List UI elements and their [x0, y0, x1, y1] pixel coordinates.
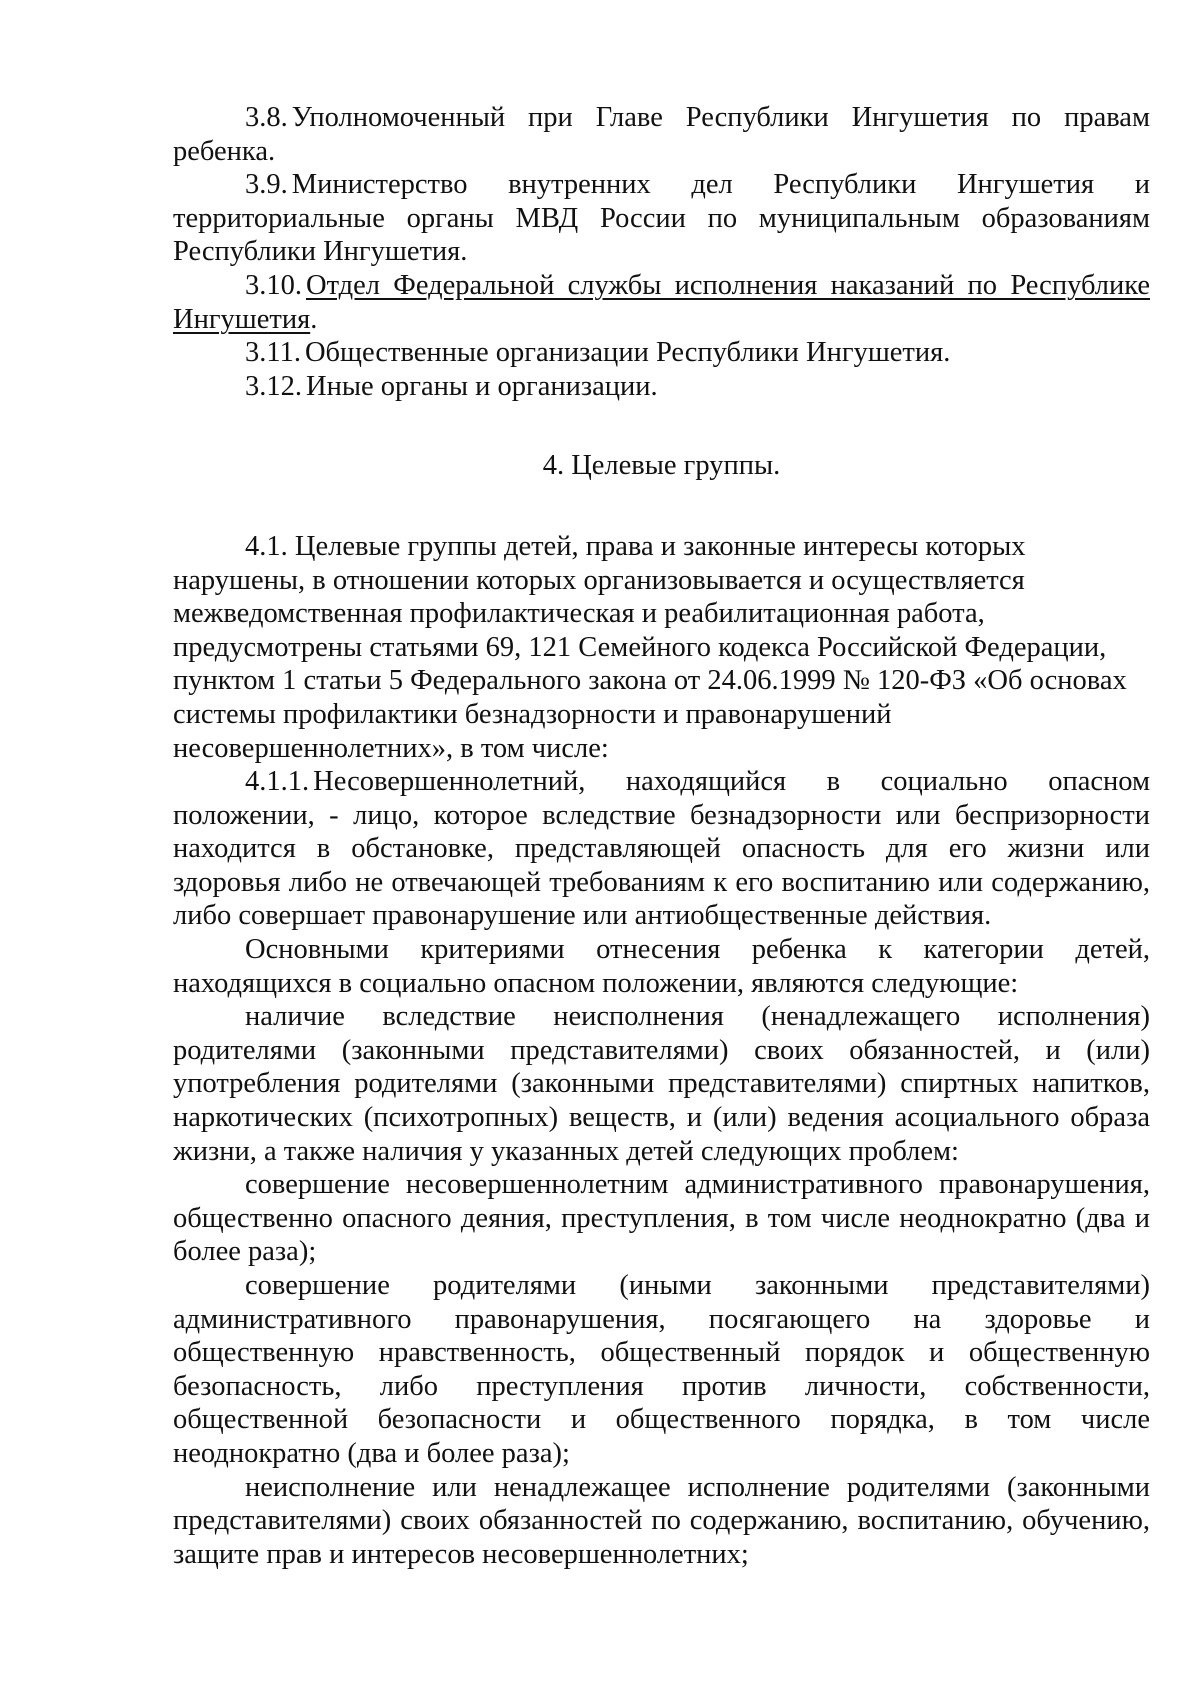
item-number: 4.1.1.: [245, 766, 310, 798]
intro-line: межведомственная профилактическая и реабилитационная работа,: [173, 598, 985, 630]
item-text: Иные органы и организации.: [306, 370, 658, 402]
intro-line: несовершеннолетних», в том числе:: [173, 732, 609, 764]
item-3-8: [173, 101, 1150, 168]
item-number: 3.9.: [245, 169, 288, 201]
intro-line: предусмотрены статьями 69, 121 Семейного кодекса Российской Федерации,: [173, 631, 1107, 663]
intro-line: 4.1. Целевые группы детей, права и законные интересы которых: [245, 530, 1026, 562]
item-text: Общественные организации Республики Ингушетия.: [304, 337, 951, 369]
item-number: 3.8.: [245, 102, 288, 133]
section-4-1-intro: [173, 530, 1150, 765]
item-text-underlined: Отдел Федеральной службы исполнения наказаний по Республике Ингушетия: [173, 269, 1150, 335]
intro-line: пунктом 1 статьи 5 Федерального закона от 24.06.1999 № 120-ФЗ «Об основах: [173, 665, 1127, 697]
item-text: Несовершеннолетний, находящийся в социально опасном положении, - лицо, которое вследствие безнадзорности или беспризорности находится в обстановке, представляющей опасность для его жизни или здоровья либо не отвечающей требованиям к его воспитанию или содержанию, либо совершает правонарушение или антиобщественные действия.: [173, 766, 1150, 932]
criteria-paragraph: совершение несовершеннолетним административного правонарушения, общественно опасного деяния, преступления, в том числе неоднократно (два и более раза);: [173, 1169, 1150, 1268]
criteria-paragraph: совершение родителями (иными законными представителями) административного правонарушения, посягающего на здоровье и общественную нравственность, общественный порядок и общественную безопасность, либо преступления против личности, собственности, общественной безопасности и общественного порядка, в том числе неоднократно (два и более раза);: [173, 1270, 1150, 1469]
item-3-11: [173, 336, 1150, 370]
item-3-10: [173, 269, 1150, 336]
document-body: [173, 101, 1150, 1571]
item-text: Уполномоченный при Главе Республики Ингушетия по правам ребенка.: [173, 102, 1150, 167]
item-4-1-1: [173, 765, 1150, 933]
item-text: Министерство внутренних дел Республики Ингушетия и территориальные органы МВД России по муниципальным образованиям Республики Ингушетия.: [173, 169, 1150, 268]
item-3-12: [173, 370, 1150, 404]
intro-line: системы профилактики безнадзорности и правонарушений: [173, 698, 892, 730]
criteria-paragraph: Основными критериями отнесения ребенка к категории детей, находящихся в социально опасном положении, являются следующие:: [173, 934, 1150, 999]
section-heading: 4. Целевые группы.: [542, 450, 781, 482]
criteria-paragraph: неисполнение или ненадлежащее исполнение родителями (законными представителями) своих обязанностей по содержанию, воспитанию, обучению, защите прав и интересов несовершеннолетних;: [173, 1471, 1150, 1570]
intro-line: нарушены, в отношении которых организовывается и осуществляется: [173, 564, 1025, 596]
item-number: 3.11.: [245, 337, 301, 369]
item-number: 3.10.: [245, 269, 302, 301]
criteria-paragraph: наличие вследствие неисполнения (ненадлежащего исполнения) родителями (законными представителями) своих обязанностей, и (или) употребления родителями (законными представителями) спиртных напитков, наркотических (психотропных) веществ, и (или) ведения асоциального образа жизни, а также наличия у указанных детей следующих проблем:: [173, 1001, 1150, 1167]
item-text-suffix: .: [310, 303, 318, 335]
item-number: 3.12.: [245, 370, 302, 402]
item-3-9: [173, 168, 1150, 269]
